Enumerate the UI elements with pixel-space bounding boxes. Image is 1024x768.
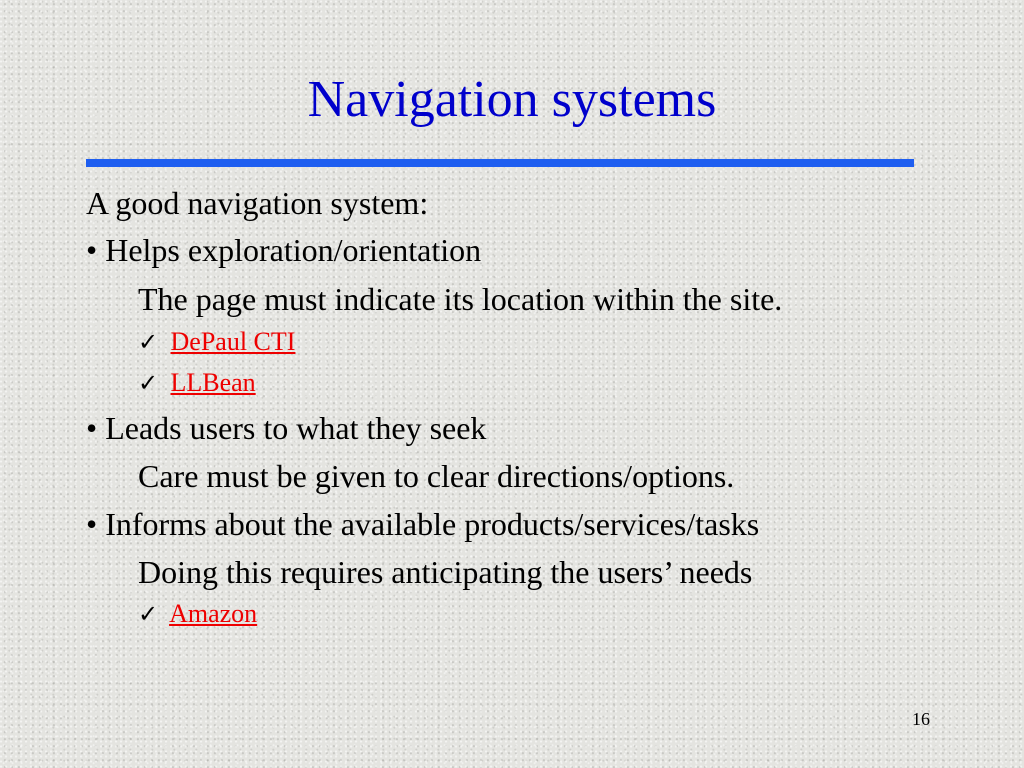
bullet-helps-exploration: • Helps exploration/orientation [86,232,482,268]
link-amazon[interactable]: Amazon [169,599,258,628]
checkmark-icon: ✓ [138,330,159,356]
bullet-leads-users: • Leads users to what they seek [86,410,487,446]
bullet-leads-users-detail: Care must be given to clear directions/options. [138,458,735,494]
checkmark-icon: ✓ [138,371,159,397]
title-underline-rule [86,159,914,167]
link-llbean[interactable]: LLBean [170,368,256,397]
list-item-amazon [138,598,257,631]
link-depaul-cti[interactable]: DePaul CTI [170,327,296,356]
bullet-helps-exploration-detail: The page must indicate its location within the site. [138,281,783,317]
bullet-informs-about-detail: Doing this requires anticipating the users’ needs [138,554,753,590]
list-item-depaul-cti [138,326,295,359]
list-item-llbean [138,367,256,400]
checkmark-icon: ✓ [138,602,159,628]
intro-text: A good navigation system: [86,185,429,221]
bullet-informs-about: • Informs about the available products/services/tasks [86,506,760,542]
slide-title: Navigation systems [307,71,717,128]
page-number: 16 [912,709,930,729]
